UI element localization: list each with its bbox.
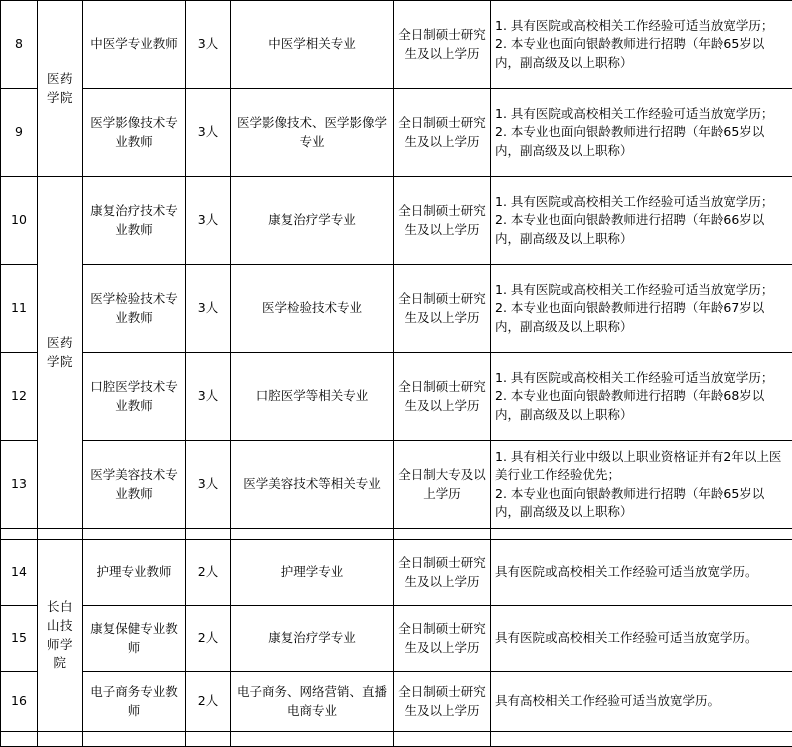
partial-cell <box>394 732 491 747</box>
education-requirement: 全日制硕士研究生及以上学历 <box>394 89 491 177</box>
education-requirement: 全日制硕士研究生及以上学历 <box>394 540 491 606</box>
headcount: 3人 <box>186 353 231 441</box>
remarks <box>491 89 792 177</box>
remark-line: 具有高校相关工作经验可适当放宽学历。 <box>495 692 788 710</box>
partial-cell <box>231 732 394 747</box>
education-requirement: 全日制硕士研究生及以上学历 <box>394 1 491 89</box>
major-requirement: 护理学专业 <box>231 540 394 606</box>
table-row <box>1 353 792 441</box>
remark-line: 1. 具有医院或高校相关工作经验可适当放宽学历； <box>495 17 788 35</box>
headcount: 2人 <box>186 672 231 732</box>
major-requirement: 康复治疗学专业 <box>231 606 394 672</box>
partial-cell <box>83 732 186 747</box>
table-separator-row <box>1 529 792 540</box>
remark-line: 2. 本专业也面向银龄教师进行招聘（年龄65岁以内，副高级及以上职称） <box>495 485 788 521</box>
separator-cell <box>1 529 38 540</box>
remarks <box>491 265 792 353</box>
remark-line: 2. 本专业也面向银龄教师进行招聘（年龄67岁以内，副高级及以上职称） <box>495 299 788 335</box>
headcount: 3人 <box>186 89 231 177</box>
education-requirement: 全日制大专及以上学历 <box>394 441 491 529</box>
remarks <box>491 177 792 265</box>
major-requirement: 口腔医学等相关专业 <box>231 353 394 441</box>
remarks <box>491 353 792 441</box>
major-requirement: 康复治疗学专业 <box>231 177 394 265</box>
separator-cell <box>231 529 394 540</box>
remark-line: 1. 具有医院或高校相关工作经验可适当放宽学历； <box>495 281 788 299</box>
headcount: 2人 <box>186 606 231 672</box>
row-index: 10 <box>1 177 38 265</box>
job-post: 医学美容技术专业教师 <box>83 441 186 529</box>
major-requirement: 中医学相关专业 <box>231 1 394 89</box>
major-requirement: 医学美容技术等相关专业 <box>231 441 394 529</box>
separator-cell <box>38 529 83 540</box>
remark-line: 具有医院或高校相关工作经验可适当放宽学历。 <box>495 563 788 581</box>
employer-unit <box>38 540 83 732</box>
separator-cell <box>186 529 231 540</box>
row-index: 15 <box>1 606 38 672</box>
remarks <box>491 672 792 732</box>
remark-line: 2. 本专业也面向银龄教师进行招聘（年龄68岁以内，副高级及以上职称） <box>495 387 788 423</box>
employer-unit <box>38 177 83 529</box>
education-requirement: 全日制硕士研究生及以上学历 <box>394 353 491 441</box>
table-row <box>1 606 792 672</box>
table-row-partial <box>1 732 792 747</box>
row-index: 9 <box>1 89 38 177</box>
table-row <box>1 177 792 265</box>
remarks <box>491 441 792 529</box>
remark-line: 2. 本专业也面向银龄教师进行招聘（年龄66岁以内，副高级及以上职称） <box>495 211 788 247</box>
separator-cell <box>83 529 186 540</box>
education-requirement: 全日制硕士研究生及以上学历 <box>394 672 491 732</box>
partial-cell <box>38 732 83 747</box>
employer-unit-label: 医药学院 <box>42 334 78 372</box>
major-requirement: 电子商务、网络营销、直播电商专业 <box>231 672 394 732</box>
education-requirement: 全日制硕士研究生及以上学历 <box>394 606 491 672</box>
job-post: 电子商务专业教师 <box>83 672 186 732</box>
remark-line: 具有医院或高校相关工作经验可适当放宽学历。 <box>495 629 788 647</box>
row-index: 16 <box>1 672 38 732</box>
partial-cell <box>186 732 231 747</box>
remark-line: 1. 具有相关行业中级以上职业资格证并有2年以上医美行业工作经验优先； <box>495 448 788 484</box>
table-row <box>1 441 792 529</box>
remark-line: 1. 具有医院或高校相关工作经验可适当放宽学历； <box>495 369 788 387</box>
headcount: 3人 <box>186 265 231 353</box>
job-post: 口腔医学技术专业教师 <box>83 353 186 441</box>
headcount: 2人 <box>186 540 231 606</box>
row-index: 14 <box>1 540 38 606</box>
job-post: 护理专业教师 <box>83 540 186 606</box>
employer-unit-label: 长白山技师学院 <box>42 598 78 673</box>
table-row <box>1 89 792 177</box>
remarks <box>491 1 792 89</box>
remark-line: 1. 具有医院或高校相关工作经验可适当放宽学历； <box>495 105 788 123</box>
table-row <box>1 265 792 353</box>
remark-line: 2. 本专业也面向银龄教师进行招聘（年龄65岁以内，副高级及以上职称） <box>495 123 788 159</box>
partial-cell <box>491 732 792 747</box>
headcount: 3人 <box>186 441 231 529</box>
table-row <box>1 672 792 732</box>
job-post: 医学影像技术专业教师 <box>83 89 186 177</box>
remark-line: 1. 具有医院或高校相关工作经验可适当放宽学历； <box>495 193 788 211</box>
job-post: 医学检验技术专业教师 <box>83 265 186 353</box>
major-requirement: 医学检验技术专业 <box>231 265 394 353</box>
headcount: 3人 <box>186 1 231 89</box>
employer-unit-label: 医药学院 <box>42 70 78 108</box>
major-requirement: 医学影像技术、医学影像学专业 <box>231 89 394 177</box>
row-index: 13 <box>1 441 38 529</box>
separator-cell <box>491 529 792 540</box>
table-row <box>1 540 792 606</box>
education-requirement: 全日制硕士研究生及以上学历 <box>394 265 491 353</box>
row-index: 8 <box>1 1 38 89</box>
row-index: 12 <box>1 353 38 441</box>
job-post: 康复治疗技术专业教师 <box>83 177 186 265</box>
row-index: 11 <box>1 265 38 353</box>
employer-unit <box>38 1 83 177</box>
table-row <box>1 1 792 89</box>
separator-cell <box>394 529 491 540</box>
partial-cell <box>1 732 38 747</box>
remarks <box>491 606 792 672</box>
education-requirement: 全日制硕士研究生及以上学历 <box>394 177 491 265</box>
job-post: 中医学专业教师 <box>83 1 186 89</box>
headcount: 3人 <box>186 177 231 265</box>
remarks <box>491 540 792 606</box>
remark-line: 2. 本专业也面向银龄教师进行招聘（年龄65岁以内，副高级及以上职称） <box>495 35 788 71</box>
job-post: 康复保健专业教师 <box>83 606 186 672</box>
